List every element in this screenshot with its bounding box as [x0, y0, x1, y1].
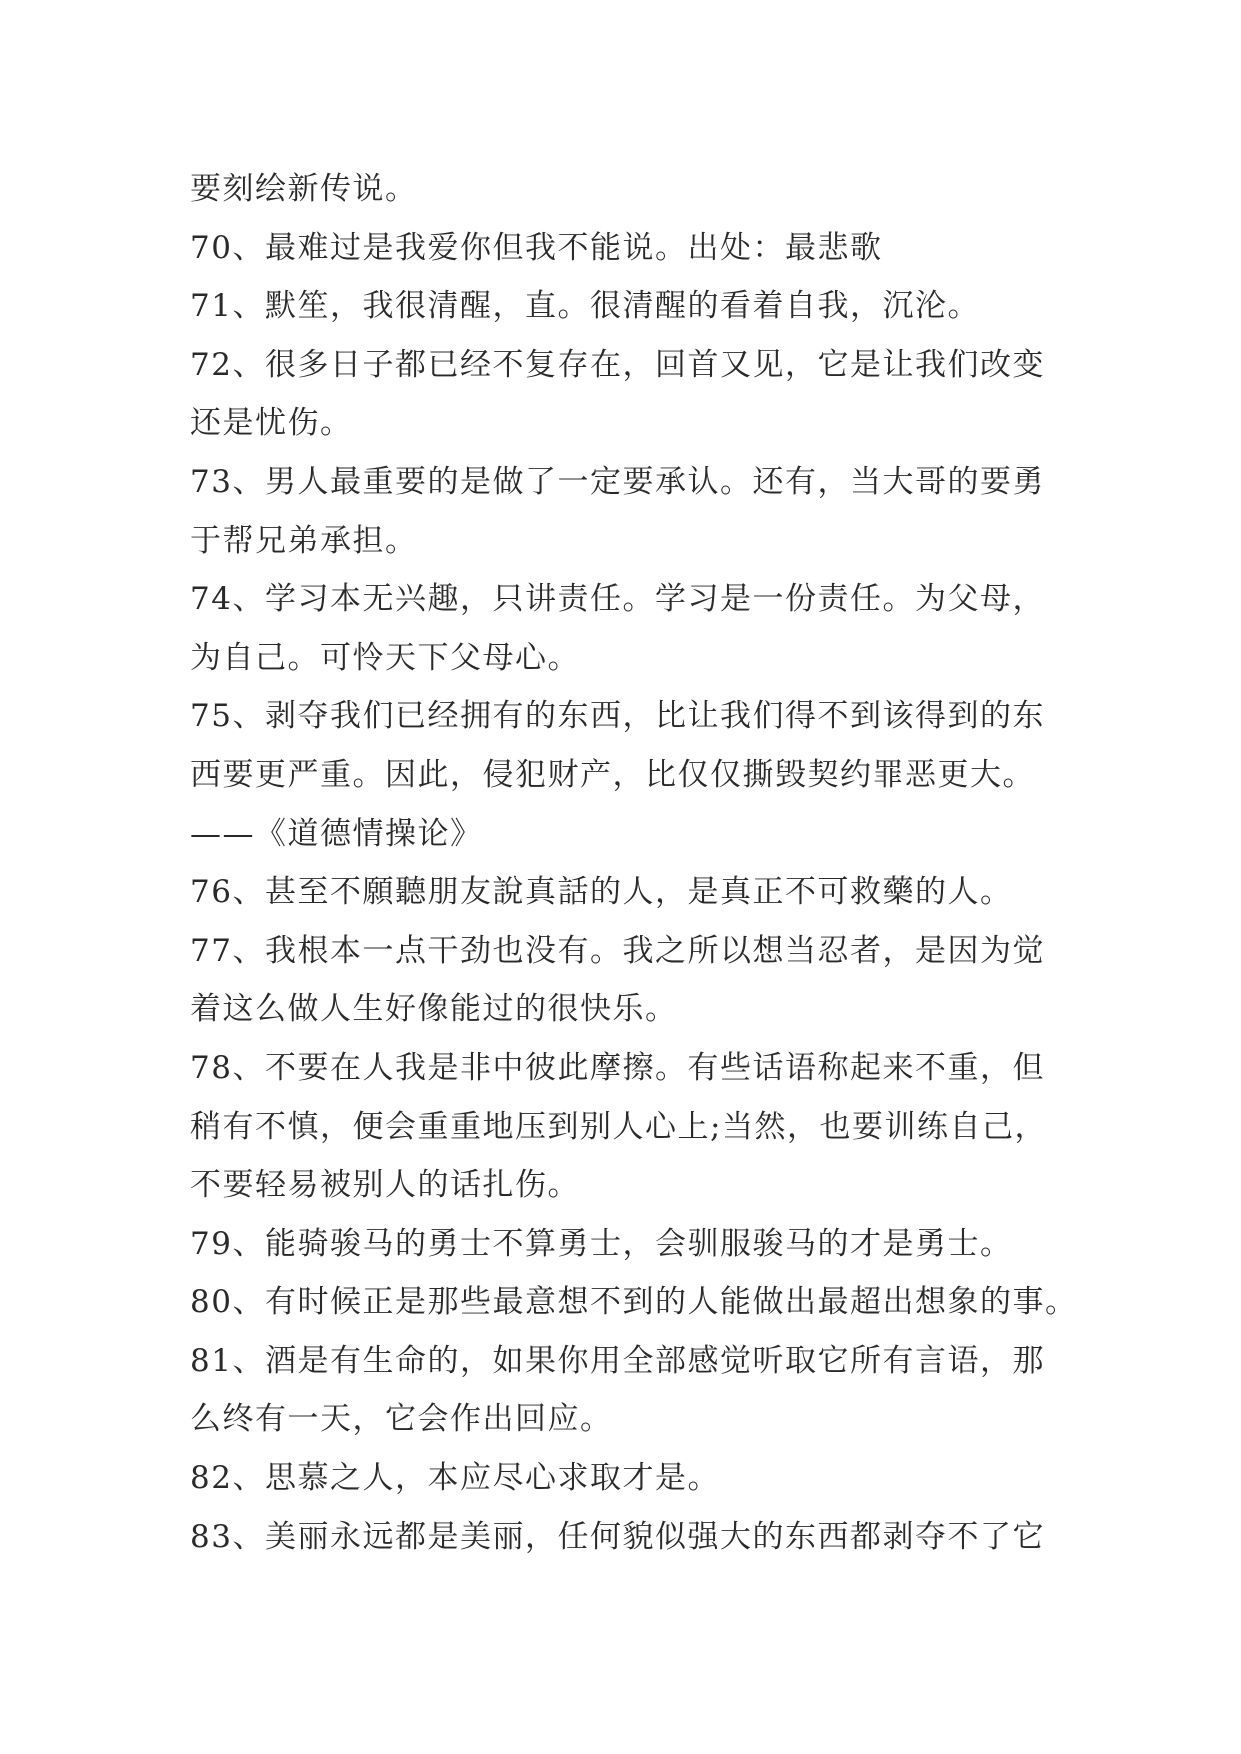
text-line: 70、最难过是我爱你但我不能说。出处：最悲歌: [190, 229, 883, 266]
text-line: 稍有不慎，便会重重地压到别人心上;当然，也要训练自己，: [190, 1108, 1047, 1145]
text-line: 78、不要在人我是非中彼此摩擦。有些话语称起来不重，但: [190, 1049, 1045, 1086]
text-line: 77、我根本一点干劲也没有。我之所以想当忍者，是因为觉: [190, 932, 1045, 969]
text-line: 71、默笙，我很清醒，直。很清醒的看着自我，沉沦。: [190, 288, 980, 325]
text-line: 西要更严重。因此，侵犯财产，比仅仅撕毁契约罪恶更大。: [190, 756, 1035, 793]
text-line: 不要轻易被别人的话扎伤。: [190, 1167, 580, 1204]
text-line: 80、有时候正是那些最意想不到的人能做出最超出想象的事。: [190, 1284, 1078, 1321]
text-line: 79、能骑骏马的勇士不算勇士，会驯服骏马的才是勇士。: [190, 1225, 1013, 1262]
text-line: ——《道德情操论》: [190, 815, 483, 852]
text-line: 83、美丽永远都是美丽，任何貌似强大的东西都剥夺不了它: [190, 1518, 1045, 1555]
text-line: 81、酒是有生命的，如果你用全部感觉听取它所有言语，那: [190, 1342, 1045, 1379]
text-line: 为自己。可怜天下父母心。: [190, 639, 580, 676]
text-line: 73、男人最重要的是做了一定要承认。还有，当大哥的要勇: [190, 463, 1045, 500]
text-line: 82、思慕之人，本应尽心求取才是。: [190, 1460, 720, 1497]
text-line: 着这么做人生好像能过的很快乐。: [190, 991, 678, 1028]
text-line: 75、剥夺我们已经拥有的东西，比让我们得不到该得到的东: [190, 698, 1045, 735]
text-line: 74、学习本无兴趣，只讲责任。学习是一份责任。为父母，: [190, 581, 1045, 618]
text-line: 72、很多日子都已经不复存在，回首又见，它是让我们改变: [190, 346, 1045, 383]
document-body: [190, 160, 1078, 1566]
text-line: 要刻绘新传说。: [190, 171, 418, 207]
text-line: 于帮兄弟承担。: [190, 522, 418, 559]
text-line: 么终有一天，它会作出回应。: [190, 1401, 613, 1438]
text-line: 76、甚至不願聽朋友說真話的人，是真正不可救藥的人。: [190, 874, 1013, 911]
text-line: 还是忧伤。: [190, 405, 353, 442]
